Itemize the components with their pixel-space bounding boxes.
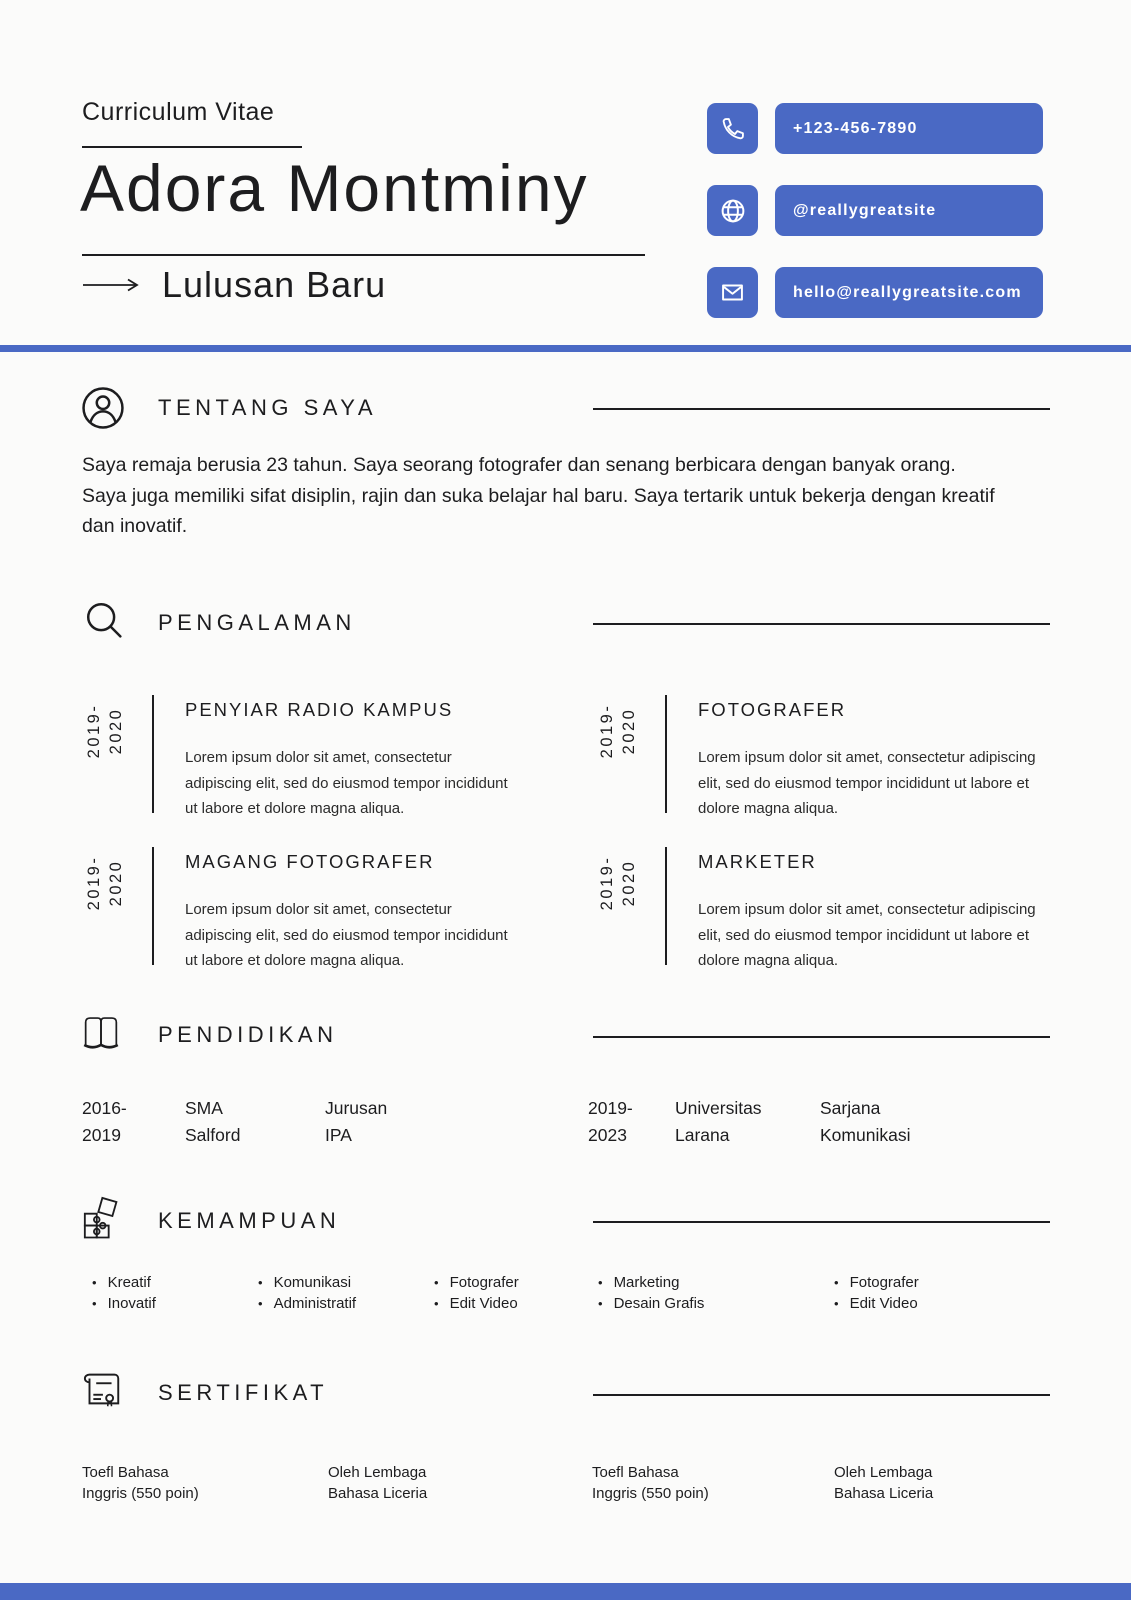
skill-column	[92, 1274, 156, 1316]
skill-item: • Fotografer	[434, 1274, 519, 1291]
experience-years: 2019- 2020	[598, 855, 638, 911]
subtitle-row	[82, 264, 386, 306]
bullet-icon: •	[258, 1296, 263, 1311]
skill-item: • Edit Video	[434, 1295, 518, 1312]
skill-column	[258, 1274, 356, 1316]
cv-label: Curriculum Vitae	[82, 98, 275, 126]
phone-icon	[707, 103, 758, 154]
experience-entry	[63, 695, 543, 825]
section-rule-experience	[593, 623, 1050, 625]
contact-value-phone: +123-456-7890	[775, 103, 1043, 154]
skill-item: • Marketing	[598, 1274, 680, 1291]
education-years: 2019- 2023	[588, 1098, 633, 1145]
skill-item: • Kreatif	[92, 1274, 151, 1291]
bullet-icon: •	[598, 1275, 603, 1290]
section-title-about: TENTANG SAYA	[158, 395, 378, 420]
section-rule-about	[593, 408, 1050, 410]
experience-description: Lorem ipsum dolor sit amet, consectetur adipiscing elit, sed do eiusmod tempor incididunt ut labore et dolore magna aliqua.	[698, 901, 1036, 969]
skill-item: • Komunikasi	[258, 1274, 352, 1291]
experience-years: 2019- 2020	[598, 703, 638, 759]
section-rule-skills	[593, 1221, 1050, 1223]
section-title-skills: KEMAMPUAN	[158, 1208, 341, 1233]
bullet-icon: •	[834, 1275, 839, 1290]
skill-item: • Administratif	[258, 1295, 357, 1312]
education-school: SMA Salford	[185, 1098, 241, 1145]
accent-divider	[0, 345, 1131, 352]
puzzle-icon	[74, 1192, 126, 1244]
experience-years: 2019- 2020	[85, 703, 125, 759]
user-icon	[80, 385, 126, 431]
person-subtitle: Lulusan Baru	[162, 264, 387, 305]
experience-title: MAGANG FOTOGRAFER	[185, 851, 435, 872]
experience-title: MARKETER	[698, 851, 817, 872]
experience-rule	[665, 695, 667, 813]
experience-rule	[152, 847, 154, 965]
certificate-item: Oleh Lembaga Bahasa Liceria	[328, 1464, 428, 1502]
contact-value-email: hello@reallygreatsite.com	[775, 267, 1043, 318]
name-underline	[82, 254, 645, 256]
contact-row-email	[707, 267, 1043, 318]
section-title-experience: PENGALAMAN	[158, 610, 356, 635]
bullet-icon: •	[834, 1296, 839, 1311]
certificate-icon	[78, 1366, 124, 1412]
skill-item: • Fotografer	[834, 1274, 919, 1291]
skill-item: • Desain Grafis	[598, 1295, 705, 1312]
globe-icon	[707, 185, 758, 236]
person-name: Adora Montminy	[80, 151, 589, 225]
accent-footer-bar	[0, 1583, 1131, 1600]
contact-value-website: @reallygreatsite	[775, 185, 1043, 236]
contact-row-phone	[707, 103, 1043, 154]
experience-rule	[665, 847, 667, 965]
book-icon	[78, 1008, 124, 1054]
certificate-item: Oleh Lembaga Bahasa Liceria	[834, 1464, 934, 1502]
experience-rule	[152, 695, 154, 813]
experience-description: Lorem ipsum dolor sit amet, consectetur adipiscing elit, sed do eiusmod tempor incididunt ut labore et dolore magna aliqua.	[185, 749, 508, 817]
certificate-item: Toefl Bahasa Inggris (550 poin)	[82, 1464, 199, 1502]
skill-item: • Edit Video	[834, 1295, 918, 1312]
mail-icon	[707, 267, 758, 318]
experience-description: Lorem ipsum dolor sit amet, consectetur adipiscing elit, sed do eiusmod tempor incididunt ut labore et dolore magna aliqua.	[185, 901, 508, 969]
education-major: Sarjana Komunikasi	[820, 1098, 911, 1145]
experience-entry	[576, 695, 1056, 825]
education-school: Universitas Larana	[675, 1098, 762, 1145]
section-title-certificates: SERTIFIKAT	[158, 1380, 329, 1405]
skill-column	[598, 1274, 704, 1316]
bullet-icon: •	[434, 1296, 439, 1311]
search-icon	[82, 598, 128, 644]
bullet-icon: •	[258, 1275, 263, 1290]
skill-item: • Inovatif	[92, 1295, 156, 1312]
experience-entry	[63, 847, 543, 977]
contact-row-website	[707, 185, 1043, 236]
bullet-icon: •	[598, 1296, 603, 1311]
section-rule-education	[593, 1036, 1050, 1038]
arrow-right-icon	[82, 277, 140, 293]
label-underline	[82, 146, 302, 148]
bullet-icon: •	[434, 1275, 439, 1290]
skill-column	[834, 1274, 919, 1316]
section-title-education: PENDIDIKAN	[158, 1022, 338, 1047]
bullet-icon: •	[92, 1275, 97, 1290]
about-text: Saya remaja berusia 23 tahun. Saya seorang fotografer dan senang berbicara dengan banyak orang. Saya juga memiliki sifat disiplin, rajin dan suka belajar hal baru. Saya tertarik untuk bekerja dengan kreatif dan inovatif.	[82, 454, 995, 537]
education-years: 2016- 2019	[82, 1098, 127, 1145]
experience-title: PENYIAR RADIO KAMPUS	[185, 699, 454, 720]
section-rule-certificates	[593, 1394, 1050, 1396]
skill-column	[434, 1274, 519, 1316]
experience-title: FOTOGRAFER	[698, 699, 847, 720]
experience-entry	[576, 847, 1056, 977]
experience-years: 2019- 2020	[85, 855, 125, 911]
bullet-icon: •	[92, 1296, 97, 1311]
experience-description: Lorem ipsum dolor sit amet, consectetur adipiscing elit, sed do eiusmod tempor incididunt ut labore et dolore magna aliqua.	[698, 749, 1036, 817]
certificate-item: Toefl Bahasa Inggris (550 poin)	[592, 1464, 709, 1502]
education-major: Jurusan IPA	[325, 1098, 388, 1145]
